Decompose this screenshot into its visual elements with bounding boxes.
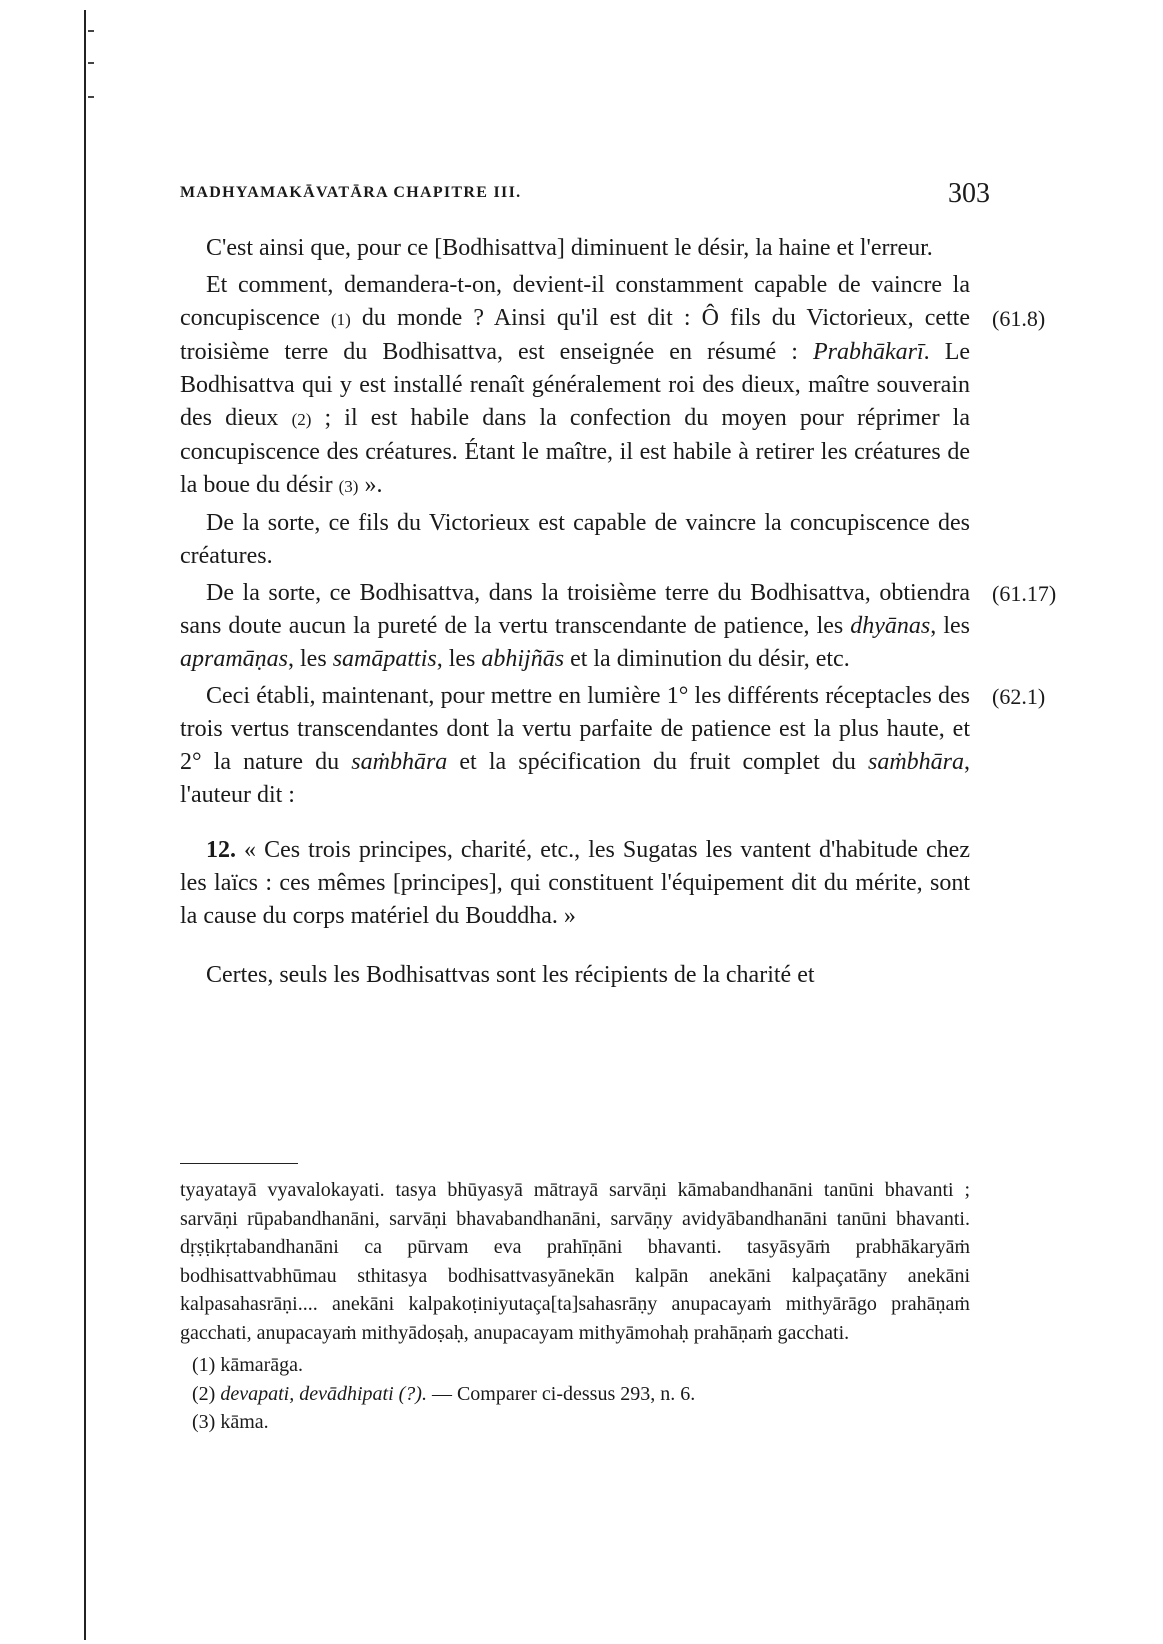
margin-reference: (62.1)	[992, 684, 1046, 709]
footnote-label: (1)	[192, 1354, 216, 1376]
footnote-text: kāmarāga.	[220, 1354, 304, 1376]
binding-speck	[88, 96, 94, 98]
binding-speck	[88, 30, 94, 32]
paragraph	[180, 959, 970, 992]
main-text	[180, 232, 1057, 996]
paragraph-text: et la spécification du fruit complet du	[447, 749, 868, 775]
verse-number: 12.	[206, 837, 236, 863]
paragraph-text: du monde ? Ainsi qu'il est dit : Ô fils du Victorieux, cette troisième terre du Bodhisattva, est enseignée en résumé :	[180, 305, 971, 365]
paragraph-text: , l'auteur dit :	[180, 749, 970, 808]
sanskrit-term: saṁbhāra	[351, 749, 448, 775]
margin-reference: (61.17)	[992, 581, 1057, 606]
footnote-ref[interactable]: (3)	[338, 477, 359, 496]
paragraph-text: Certes, seuls les Bodhisattvas sont les récipients de la charité et	[206, 962, 815, 988]
paragraph-text: C'est ainsi que, pour ce [Bodhisattva] diminuent le désir, la haine et l'erreur.	[206, 235, 933, 261]
footnote-divider	[180, 1163, 298, 1164]
paragraph-text: Ceci établi, maintenant, pour mettre en lumière 1° les différents réceptacles des trois vertus transcendantes dont la vertu parfaite de patience est la plus haute, et 2° la nature du	[180, 683, 970, 775]
paragraph-text: , les	[930, 613, 970, 639]
running-title: MADHYAMAKĀVATĀRA CHAPITRE III.	[180, 184, 522, 201]
sanskrit-term: samāpattis	[332, 646, 437, 672]
sanskrit-term: saṁbhāra	[867, 749, 964, 775]
footnote-italic-text: devapati, devādhipati (?).	[220, 1382, 427, 1405]
footnote-ref[interactable]: (1)	[331, 310, 351, 329]
footnote-ref[interactable]: (2)	[291, 410, 312, 429]
footnote-sanskrit-text: tyayatayā vyavalokayati. tasya bhūyasyā mātrayā sarvāṇi kāmabandhanāni tanūni bhavanti ; sarvāṇi rūpabandhanāni, sarvāṇi bhavabandhanāni, sarvāṇy avidyābandhanāni tanūni bhavanti. dṛṣṭikṛtabandhanāni ca pūrvam eva prahīṇāni bhavanti. tasyāsyāṁ prabhākaryāṁ bodhisattvabhūmau sthitasya bodhisattvasyānekān kalpān anekāni kalpaçatāny anekāni kalpasahasrāṇi.... anekāni kalpakoṭiniyutaça[ta]sahasrāṇy anupacayaṁ mithyārāgo prahāṇaṁ gacchati, anupacayaṁ mithyādoṣaḥ, anupacayam mithyāmohaḥ prahāṇaṁ gacchati.	[180, 1179, 970, 1344]
binding-speck	[88, 62, 94, 64]
paragraph	[180, 577, 1057, 676]
footnote-text: kāma.	[220, 1411, 269, 1433]
footnote-label: (2)	[192, 1382, 216, 1405]
paragraph-text: De la sorte, ce Bodhisattva, dans la troisième terre du Bodhisattva, obtiendra sans doute aucun la pureté de la vertu transcendante de patience, les	[180, 580, 970, 639]
footnote-2	[180, 1380, 970, 1409]
footnote-1	[180, 1351, 970, 1380]
footnotes	[180, 1176, 970, 1437]
verse	[180, 834, 970, 933]
paragraph-text: . Le Bodhisattva qui y est installé renaît généralement roi des dieux, maître souverain des dieux	[180, 339, 971, 431]
paragraph-text: et la diminution du désir, etc.	[564, 646, 850, 672]
footnote-3	[180, 1408, 970, 1437]
sanskrit-term: apramāṇas	[180, 646, 289, 672]
sanskrit-term: Prabhākarī	[813, 339, 924, 365]
paragraph	[180, 507, 970, 573]
footnote-label: (3)	[192, 1411, 216, 1433]
margin-reference: (61.8)	[992, 306, 1046, 331]
footnote-text: — Comparer ci-dessus 293, n. 6.	[426, 1382, 696, 1405]
paragraph	[180, 680, 1046, 812]
paragraph	[180, 232, 970, 265]
paragraph-text: , les	[288, 646, 333, 672]
paragraph	[180, 269, 1046, 503]
sanskrit-term: dhyānas	[850, 613, 931, 639]
paragraph-text: , les	[436, 646, 482, 672]
page-header	[180, 178, 990, 208]
paragraph-text: ».	[358, 472, 383, 498]
verse-text: « Ces trois principes, charité, etc., les Sugatas les vantent d'habitude chez les laïcs : ces mêmes [principes], qui constituent l'équipement dit du mérite, sont la cause du corps matériel du Bouddha. »	[180, 837, 970, 929]
paragraph-text: ; il est habile dans la confection du moyen pour réprimer la concupiscence des créatures. Étant le maître, il est habile à retirer les créatures de la boue du désir	[180, 405, 971, 498]
page-number: 303	[948, 178, 990, 209]
page-binding-edge	[84, 10, 86, 1640]
paragraph-text: De la sorte, ce fils du Victorieux est capable de vaincre la concupiscence des créatures.	[180, 510, 970, 569]
paragraph-text: Et comment, demandera-t-on, devient-il constamment capable de vaincre la concupiscence	[180, 272, 970, 331]
sanskrit-term: abhijñās	[481, 646, 565, 672]
